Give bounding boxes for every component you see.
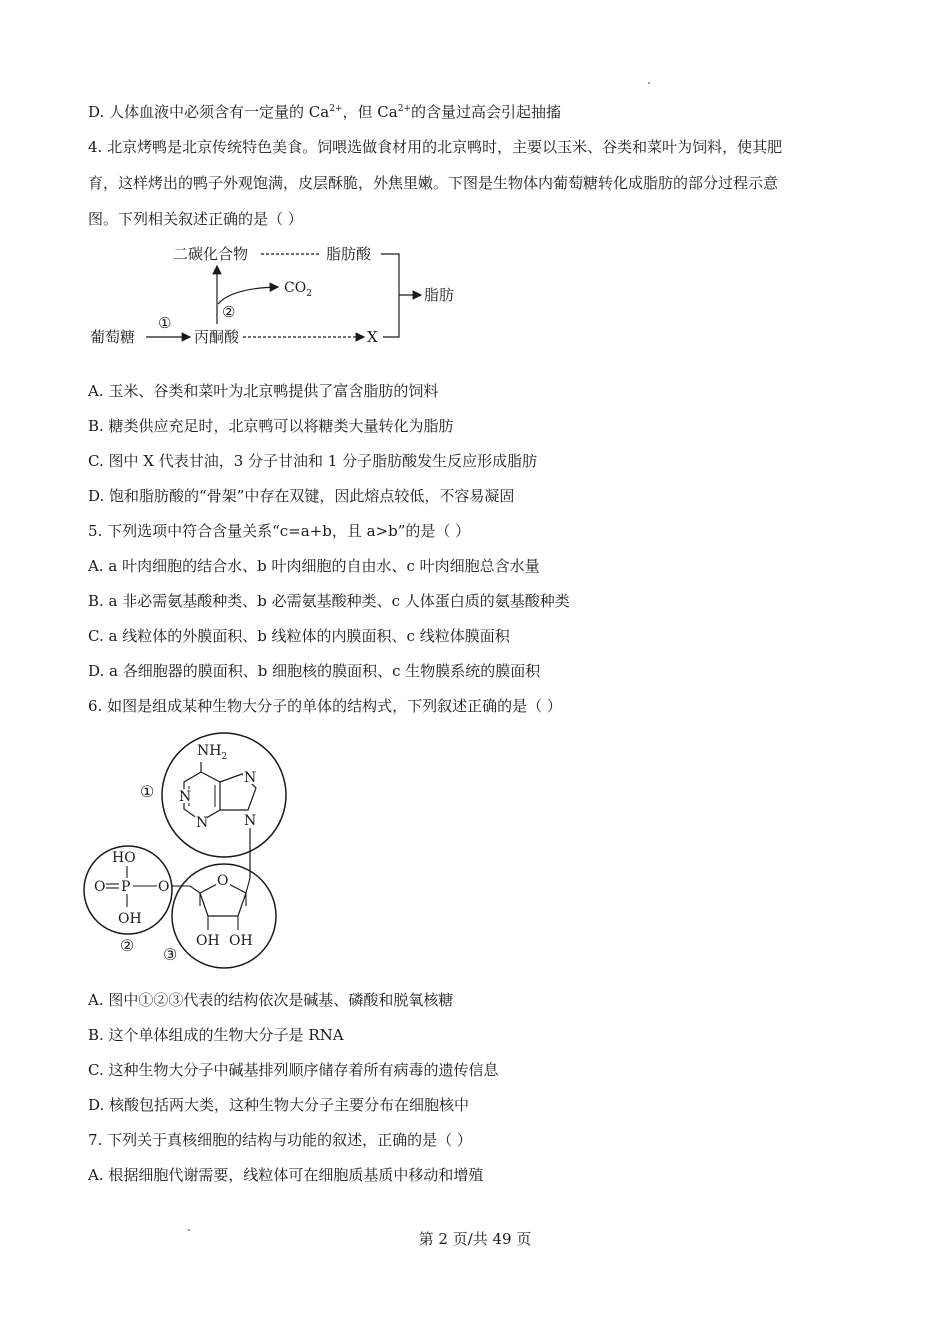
q4-option-d: D. 饱和脂肪酸的“骨架”中存在双键，因此熔点较低，不容易凝固 — [88, 487, 515, 505]
q5-option-c: C. a 线粒体的外膜面积、b 线粒体的内膜面积、c 线粒体膜面积 — [88, 627, 510, 645]
glucose-label: 葡萄糖 — [90, 328, 136, 346]
q5-option-b: B. a 非必需氨基酸种类、b 必需氨基酸种类、c 人体蛋白质的氨基酸种类 — [88, 592, 570, 610]
q5-stem: 5. 下列选项中符合含量关系“c=a+b，且 a>b”的是（ ） — [88, 522, 471, 540]
glucose-to-fat-diagram — [0, 0, 950, 360]
q7-option-a: A. 根据细胞代谢需要，线粒体可在细胞质基质中移动和增殖 — [88, 1166, 484, 1184]
atom-n-1: N — [179, 789, 192, 805]
c5-c4-bond — [180, 886, 200, 893]
label-1: ① — [140, 782, 155, 801]
ring-o: O — [217, 873, 229, 889]
ester-o: O — [158, 879, 170, 895]
fatty-acid-label: 脂肪酸 — [326, 245, 372, 263]
q4-stem-line-1: 4. 北京烤鸭是北京传统特色美食。饲喂选做食材用的北京鸭时，主要以玉米、谷类和菜叶为饲料，使其肥 — [88, 138, 783, 156]
q6-option-b: B. 这个单体组成的生物大分子是 RNA — [88, 1026, 344, 1044]
phosphate-oh: OH — [118, 911, 142, 927]
co2-label: $CO_2$ — [284, 280, 312, 299]
phosphate-ho: HO — [112, 850, 136, 866]
q6-stem: 6. 如图是组成某种生物大分子的单体的结构式，下列叙述正确的是（ ） — [88, 697, 562, 715]
q4-option-a: A. 玉米、谷类和菜叶为北京鸭提供了富含脂肪的饲料 — [88, 382, 439, 400]
bracket-to-fat — [381, 254, 399, 337]
c2-oh: OH — [229, 933, 253, 949]
step-1-label: ① — [158, 314, 172, 332]
q6-option-a: A. 图中①②③代表的结构依次是碱基、磷酸和脱氧核糖 — [88, 991, 454, 1009]
q5-option-a: A. a 叶肉细胞的结合水、b 叶肉细胞的自由水、c 叶肉细胞总含水量 — [88, 557, 540, 575]
q6-option-d: D. 核酸包括两大类，这种生物大分子主要分布在细胞核中 — [88, 1096, 470, 1114]
atom-n-3: N — [244, 770, 257, 786]
q6-option-c: C. 这种生物大分子中碱基排列顺序储存着所有病毒的遗传信息 — [88, 1061, 499, 1079]
phosphate-o-double: O — [94, 879, 106, 895]
page-footer: 第 2 页/共 49 页 — [418, 1230, 532, 1248]
arrow-to-co2 — [218, 287, 278, 304]
label-2: ② — [120, 936, 135, 955]
q4-stem-line-2: 育，这样烤出的鸭子外观饱满，皮层酥脆，外焦里嫩。下图是生物体内葡萄糖转化成脂肪的部分过程示意 — [88, 174, 779, 192]
q5-option-d: D. a 各细胞器的膜面积、b 细胞核的膜面积、c 生物膜系统的膜面积 — [88, 662, 541, 680]
pyruvate-label: 丙酮酸 — [194, 328, 240, 346]
q4-stem-line-3: 图。下列相关叙述正确的是（ ） — [88, 210, 303, 228]
q4-option-c: C. 图中 X 代表甘油，3 分子甘油和 1 分子脂肪酸发生反应形成脂肪 — [88, 452, 538, 470]
two-carbon-compound-label: 二碳化合物 — [173, 245, 249, 263]
nh2-label: $NH_2$ — [197, 743, 228, 762]
c1-h-up — [246, 878, 250, 893]
label-3: ③ — [163, 945, 178, 964]
phosphorus-atom: P — [121, 879, 131, 895]
step-2-label: ② — [222, 303, 236, 321]
atom-n-4: N — [244, 813, 257, 829]
q4-option-b: B. 糖类供应充足时，北京鸭可以将糖类大量转化为脂肪 — [88, 417, 454, 435]
c3-oh: OH — [196, 933, 220, 949]
q7-stem: 7. 下列关于真核细胞的结构与功能的叙述，正确的是（ ） — [88, 1131, 472, 1149]
x-label: X — [367, 328, 378, 346]
atom-n-2: N — [196, 815, 209, 831]
q3-option-d: D. 人体血液中必须含有一定量的 $Ca^{2+}$，但 $Ca^{2+}$的含量过高会引起抽搐 — [88, 103, 561, 121]
fat-label: 脂肪 — [424, 286, 455, 304]
nucleotide-structure-diagram — [80, 730, 310, 975]
